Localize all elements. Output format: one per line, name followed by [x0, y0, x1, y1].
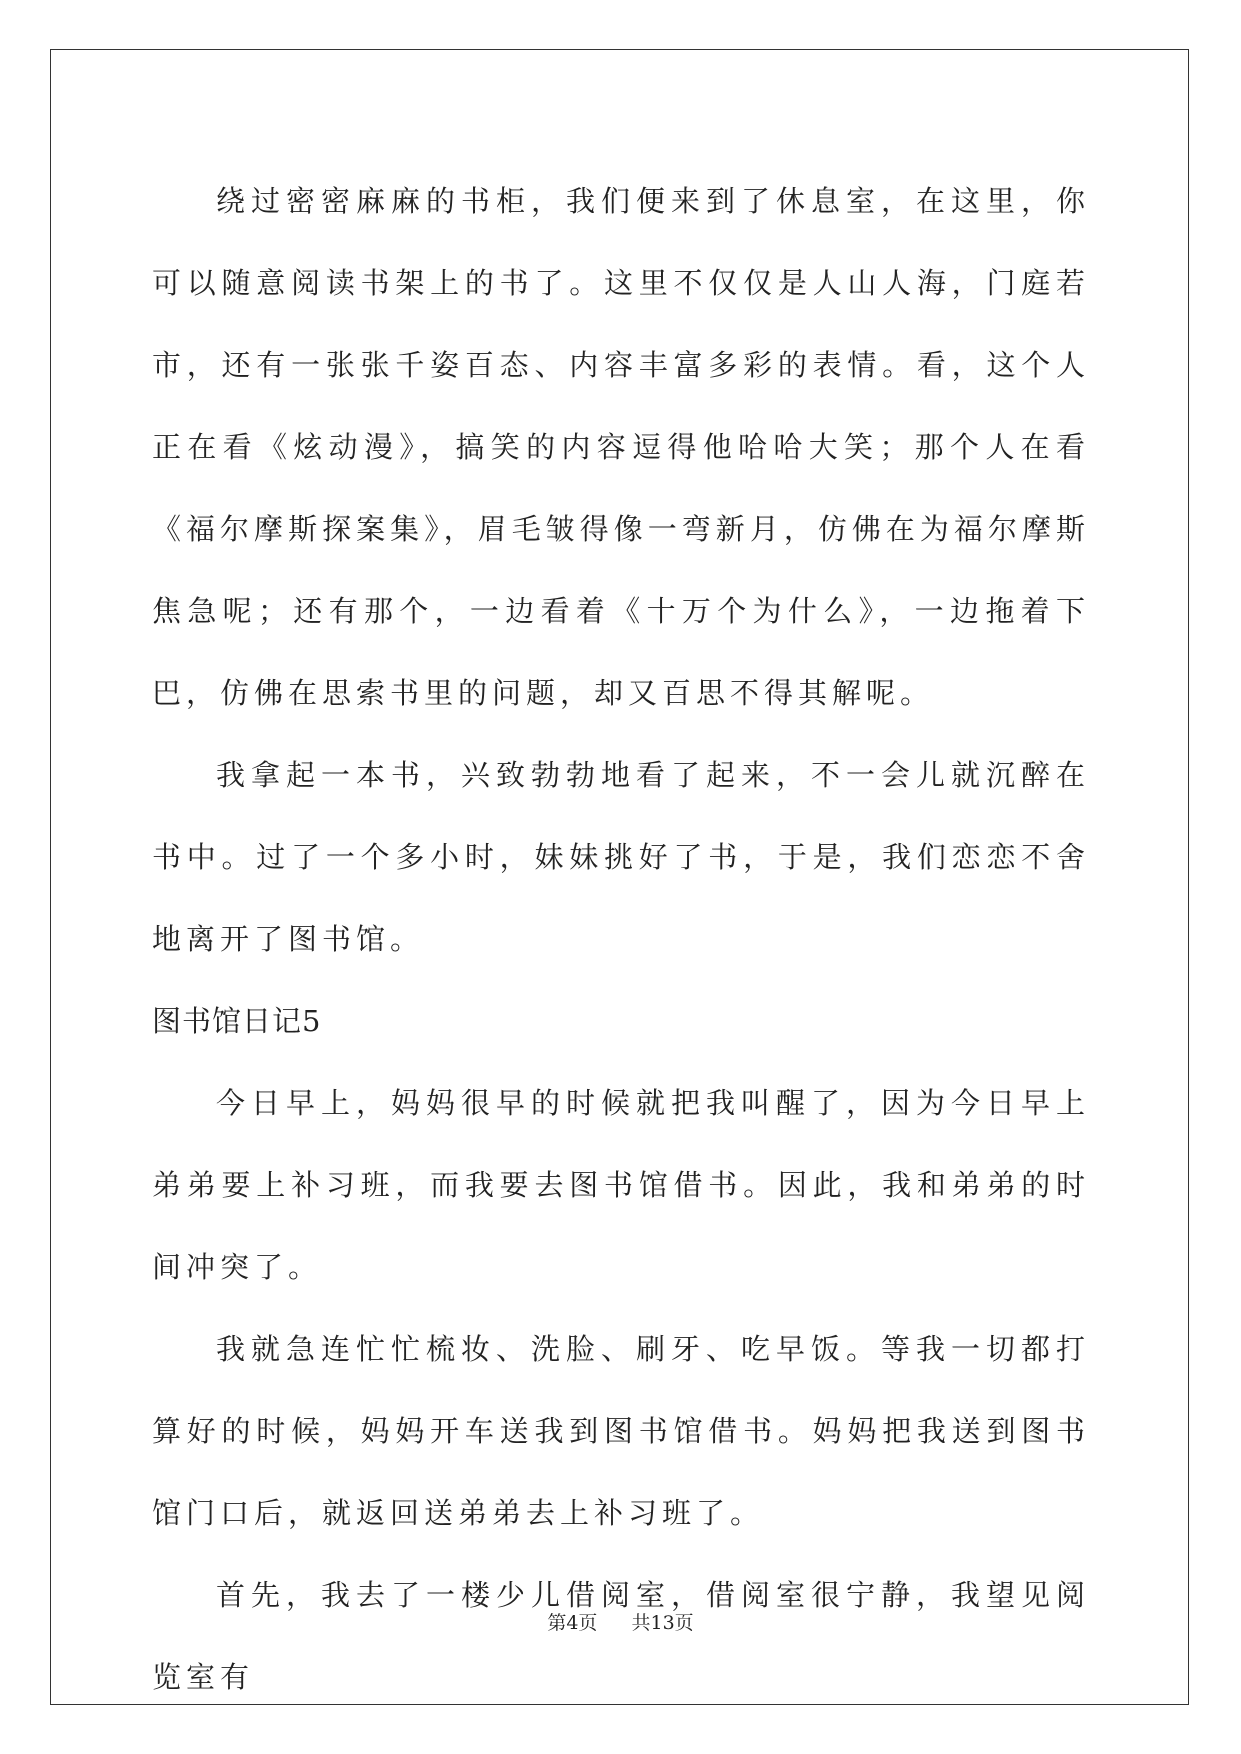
- paragraph: 首先，我去了一楼少儿借阅室，借阅室很宁静，我望见阅览室有: [152, 1578, 1090, 1694]
- page-footer: [0, 1608, 1241, 1635]
- document-body: [152, 160, 1090, 1718]
- paragraph: 今日早上，妈妈很早的时候就把我叫醒了，因为今日早上弟弟要上补习班，而我要去图书馆借书。因此，我和弟弟的时间冲突了。: [152, 1086, 1090, 1284]
- page-number: 第4页: [547, 1612, 598, 1634]
- section-title: 图书馆日记5: [152, 1004, 322, 1038]
- page-total: 共13页: [631, 1612, 694, 1634]
- paragraph: 我拿起一本书，兴致勃勃地看了起来，不一会儿就沉醉在书中。过了一个多小时，妹妹挑好了书，于是，我们恋恋不舍地离开了图书馆。: [152, 758, 1090, 956]
- paragraph: 我就急连忙忙梳妆、洗脸、刷牙、吃早饭。等我一切都打算好的时候，妈妈开车送我到图书馆借书。妈妈把我送到图书馆门口后，就返回送弟弟去上补习班了。: [152, 1332, 1090, 1530]
- paragraph: 绕过密密麻麻的书柜，我们便来到了休息室，在这里，你可以随意阅读书架上的书了。这里不仅仅是人山人海，门庭若市，还有一张张千姿百态、内容丰富多彩的表情。看，这个人正在看《炫动漫》，搞笑的内容逗得他哈哈大笑；那个人在看《福尔摩斯探案集》，眉毛皱得像一弯新月，仿佛在为福尔摩斯焦急呢；还有那个，一边看着《十万个为什么》，一边拖着下巴，仿佛在思索书里的问题，却又百思不得其解呢。: [152, 184, 1090, 710]
